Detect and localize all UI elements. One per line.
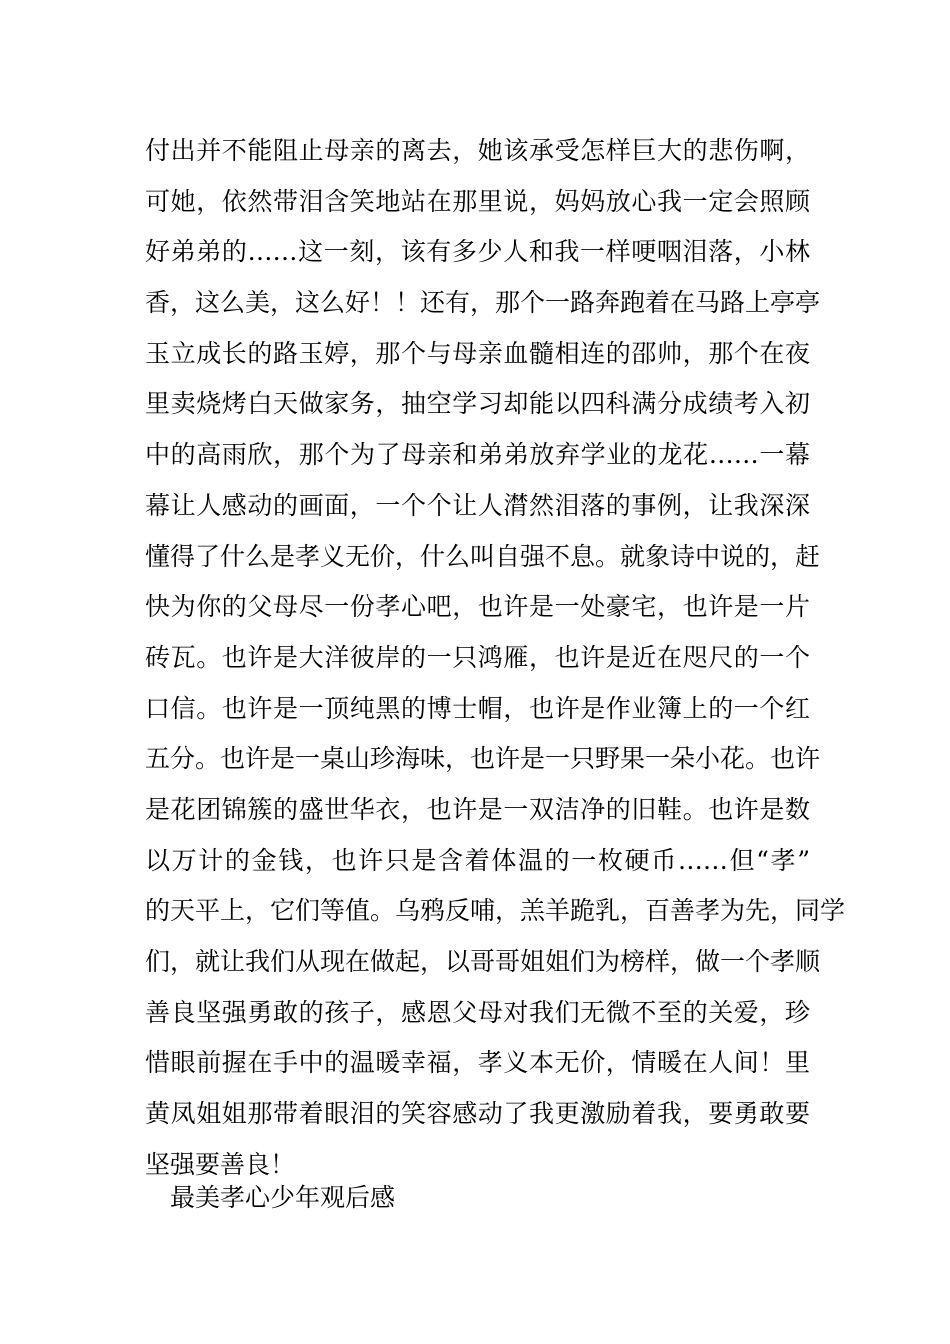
body-paragraph — [145, 126, 846, 1190]
text-line: 是花团锦簇的盛世华衣，也许是一双洁净的旧鞋。也许是数 — [145, 794, 810, 824]
text-line: 快为你的父母尽一份孝心吧，也许是一处豪宅，也许是一片 — [145, 592, 810, 622]
text-line: 的天平上，它们等值。乌鸦反哺，羔羊跪乳，百善孝为先，同学 — [145, 896, 846, 926]
text-line: 以万计的金钱，也许只是含着体温的一枚硬币……但“孝” — [145, 845, 810, 875]
section-heading: 最美孝心少年观后感 — [170, 1183, 396, 1212]
text-line: 付出并不能阻止母亲的离去，她该承受怎样巨大的悲伤啊， — [145, 136, 810, 165]
text-line: 可她，依然带泪含笑地站在那里说，妈妈放心我一定会照顾 — [145, 186, 810, 216]
text-line: 口信。也许是一顶纯黑的博士帽，也许是作业簿上的一个红 — [145, 693, 810, 723]
text-line: 香，这么美，这么好！！还有，那个一路奔跑着在马路上亭亭 — [145, 288, 821, 318]
text-line: 幕让人感动的画面，一个个让人潸然泪落的事例，让我深深 — [145, 490, 810, 520]
text-line: 黄凤姐姐那带着眼泪的笑容感动了我更激励着我，要勇敢要 — [145, 1099, 810, 1129]
text-line: 惜眼前握在手中的温暖幸福，孝义本无价，情暖在人间！里 — [145, 1048, 810, 1078]
text-line: 善良坚强勇敢的孩子，感恩父母对我们无微不至的关爱，珍 — [145, 997, 810, 1027]
text-line: 里卖烧烤白天做家务，抽空学习却能以四科满分成绩考入初 — [145, 389, 810, 419]
text-line: 们，就让我们从现在做起，以哥哥姐姐们为榜样，做一个孝顺 — [145, 947, 821, 976]
text-line: 懂得了什么是孝义无价，什么叫自强不息。就象诗中说的，赶 — [145, 541, 821, 571]
text-line: 中的高雨欣，那个为了母亲和弟弟放弃学业的龙花……一幕 — [145, 440, 810, 470]
text-line: 玉立成长的路玉婷，那个与母亲血髓相连的邵帅，那个在夜 — [145, 338, 810, 368]
text-line: 坚强要善良！ — [145, 1149, 296, 1179]
text-line: 好弟弟的……这一刻，该有多少人和我一样哽咽泪落，小林 — [145, 237, 810, 267]
text-line: 五分。也许是一桌山珍海味，也许是一只野果一朵小花。也许 — [145, 744, 821, 774]
text-line: 砖瓦。也许是大洋彼岸的一只鸿雁，也许是近在咫尺的一个 — [145, 642, 810, 672]
